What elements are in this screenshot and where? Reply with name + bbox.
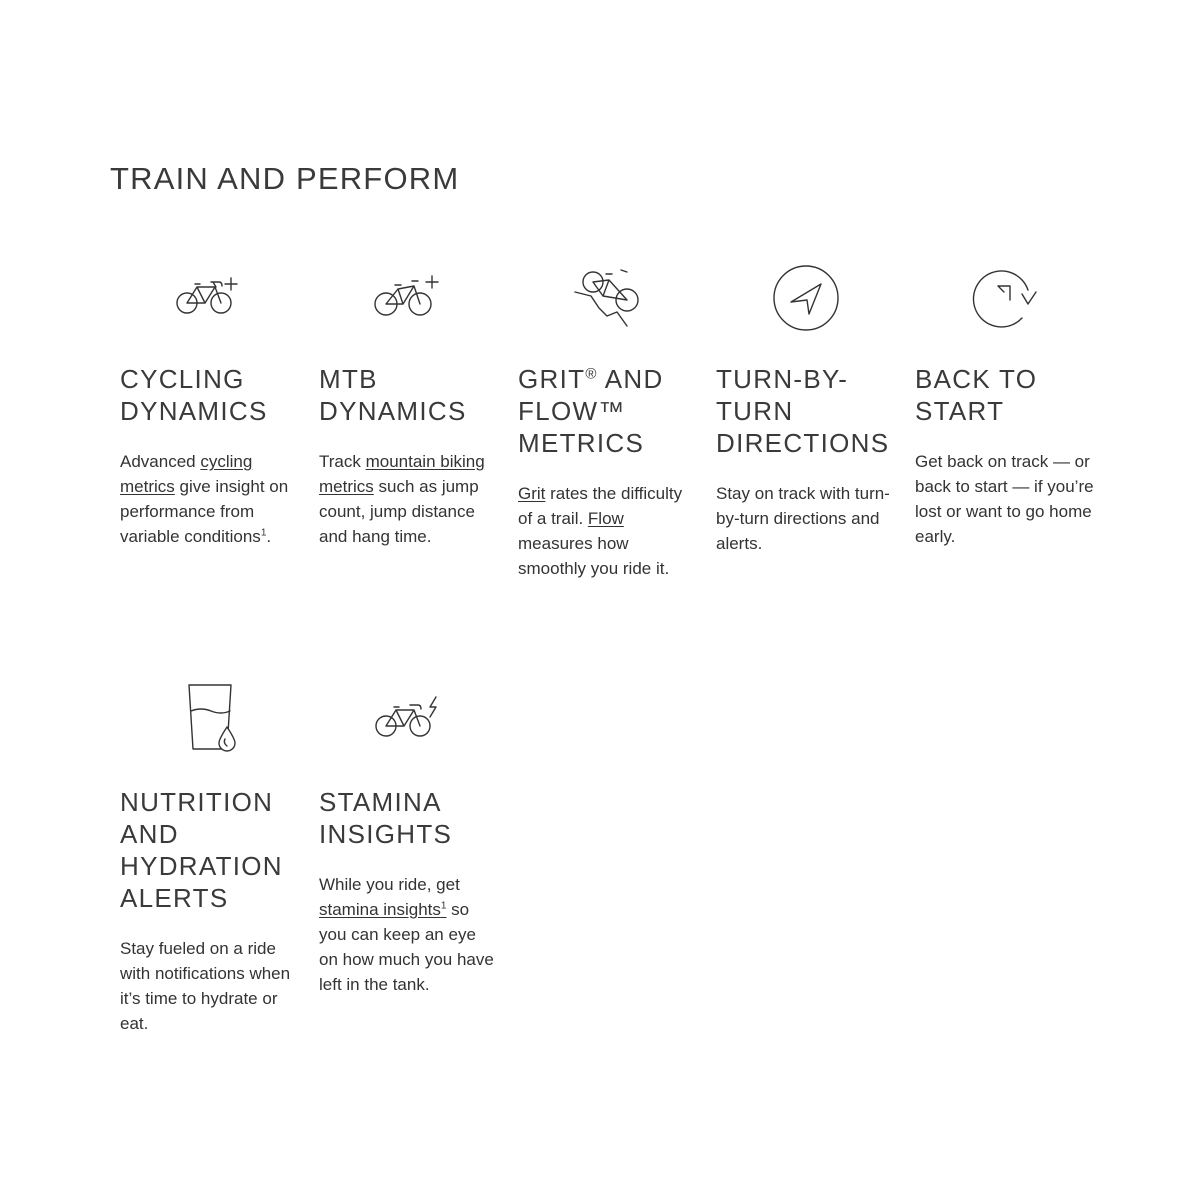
section-title: TRAIN AND PERFORM [110,161,460,196]
mountain-biking-metrics-link[interactable]: mountain biking metrics [319,452,485,496]
feature-title: STAMINA INSIGHTS [319,787,453,849]
feature-title: TURN-BY- TURN DIRECTIONS [716,364,890,458]
back-to-start-icon [915,255,1095,335]
feature-title: BACK TO START [915,364,1038,426]
road-bike-plus-icon [120,255,300,335]
feature-mtb-dynamics [319,255,499,549]
bike-lightning-icon [319,678,499,758]
mountain-bike-plus-icon [319,255,499,335]
feature-title: CYCLING DYNAMICS [120,364,268,426]
feature-title: NUTRITION AND HYDRATION ALERTS [120,787,283,913]
feature-title: MTB DYNAMICS [319,364,467,426]
feature-cycling-dynamics [120,255,300,549]
feature-description: Grit rates the difficulty of a trail. Flow measures how smoothly you ride it. [518,484,683,578]
flow-link[interactable]: Flow [587,509,624,528]
feature-stamina-insights [319,678,499,997]
bike-on-trail-icon [518,255,698,335]
feature-title: GRIT® AND FLOW™ METRICS [518,364,664,458]
feature-description: Get back on track — or back to start — if you’re lost or want to go home early. [915,452,1094,546]
grit-link[interactable]: Grit [518,484,546,503]
water-glass-drop-icon [120,678,300,758]
feature-grit-flow-metrics [518,255,698,581]
feature-description: Stay on track with turn-by-turn directions and alerts. [716,484,890,553]
cycling-metrics-link[interactable]: cycling metrics [120,452,253,496]
feature-nutrition-hydration [120,678,300,1036]
feature-description: Track mountain biking metrics such as jump count, jump distance and hang time. [319,452,485,546]
feature-description: Advanced cycling metrics give insight on performance from variable conditions$^1$. [120,452,289,546]
navigation-arrow-icon [716,255,896,335]
feature-back-to-start [915,255,1095,549]
feature-turn-by-turn [716,255,896,556]
feature-description: While you ride, get stamina insights$^1$ so you can keep an eye on how much you have left in the tank. [319,875,494,994]
feature-description: Stay fueled on a ride with notifications when it’s time to hydrate or eat. [120,939,291,1033]
stamina-insights-link[interactable]: stamina insights$^1$ [319,900,447,919]
